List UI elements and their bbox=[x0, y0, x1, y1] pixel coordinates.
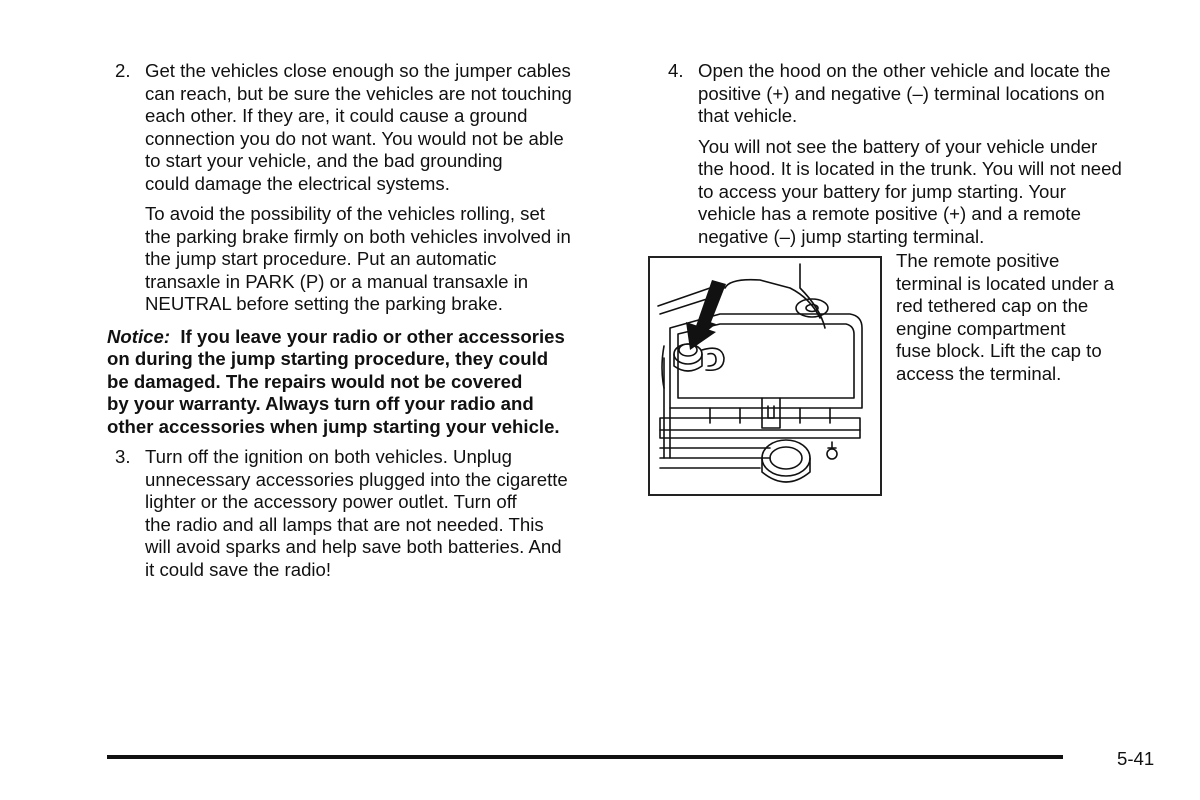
text-line: could damage the electrical systems. bbox=[145, 172, 450, 194]
text-line: other accessories when jump starting your vehicle. bbox=[107, 415, 560, 437]
step-number: 2. bbox=[115, 60, 131, 81]
text-line: red tethered cap on the bbox=[896, 295, 1089, 316]
text-line: the parking brake firmly on both vehicles involved in bbox=[145, 225, 571, 247]
step-text bbox=[698, 60, 1160, 128]
text-line: vehicle has a remote positive (+) and a remote bbox=[698, 203, 1081, 224]
notice-text: If you leave your radio or other accessories bbox=[180, 325, 565, 347]
text-line: lighter or the accessory power outlet. Turn off bbox=[145, 491, 517, 512]
text-line: the jump start procedure. Put an automatic bbox=[145, 248, 497, 269]
text-line: unnecessary accessories plugged into the cigarette bbox=[145, 468, 568, 490]
step-3 bbox=[107, 446, 617, 581]
footer-rule bbox=[107, 755, 1063, 759]
figure-caption bbox=[896, 250, 1146, 496]
text-line: it could save the radio! bbox=[145, 558, 332, 580]
text-line: The remote positive bbox=[896, 250, 1060, 271]
step-text bbox=[145, 60, 617, 195]
text-line: engine compartment bbox=[896, 317, 1066, 339]
text-line: each other. If they are, it could cause a ground bbox=[145, 105, 528, 126]
text-line: be damaged. The repairs would not be covered bbox=[107, 370, 523, 392]
right-column bbox=[660, 60, 1160, 496]
text-line: access the terminal. bbox=[896, 362, 1062, 384]
text-line: the radio and all lamps that are not needed. This bbox=[145, 513, 544, 535]
page-number: 5-41 bbox=[1117, 748, 1155, 769]
step-4 bbox=[660, 60, 1160, 128]
step-number: 3. bbox=[115, 446, 131, 467]
step-number: 4. bbox=[668, 60, 684, 81]
text-line: Turn off the ignition on both vehicles. Unplug bbox=[145, 446, 512, 467]
text-line: transaxle in PARK (P) or a manual transaxle in bbox=[145, 270, 529, 292]
notice-block bbox=[107, 326, 617, 439]
text-line: the hood. It is located in the trunk. You will not need bbox=[698, 158, 1122, 179]
text-line: will avoid sparks and help save both batteries. And bbox=[145, 536, 562, 557]
text-line bbox=[107, 326, 617, 349]
text-line: positive (+) and negative (–) terminal locations on bbox=[698, 82, 1105, 104]
text-line: fuse block. Lift the cap to bbox=[896, 340, 1102, 361]
fuse-block-drawing bbox=[650, 258, 880, 494]
step-4-paragraph bbox=[698, 136, 1160, 249]
text-line: can reach, but be sure the vehicles are not touching bbox=[145, 82, 572, 104]
text-line: on during the jump starting procedure, they could bbox=[107, 348, 549, 369]
remote-terminal-illustration bbox=[648, 256, 882, 496]
step-2 bbox=[107, 60, 617, 195]
text-line: by your warranty. Always turn off your radio and bbox=[107, 393, 534, 414]
text-line: to access your battery for jump starting. Your bbox=[698, 180, 1066, 202]
text-line: to start your vehicle, and the bad grounding bbox=[145, 150, 503, 171]
text-line: Get the vehicles close enough so the jumper cables bbox=[145, 60, 571, 81]
text-line: terminal is located under a bbox=[896, 272, 1115, 294]
text-line: Open the hood on the other vehicle and locate the bbox=[698, 60, 1111, 81]
text-line: To avoid the possibility of the vehicles rolling, set bbox=[145, 203, 545, 224]
notice-label: Notice: bbox=[107, 325, 171, 347]
text-line: that vehicle. bbox=[698, 105, 798, 126]
text-line: You will not see the battery of your vehicle under bbox=[698, 135, 1098, 157]
step-2-paragraph bbox=[145, 203, 617, 316]
step-text bbox=[145, 446, 617, 581]
text-line: connection you do not want. You would not be able bbox=[145, 127, 564, 149]
figure-row bbox=[648, 250, 1160, 496]
text-line: negative (–) jump starting terminal. bbox=[698, 225, 985, 247]
text-line: NEUTRAL before setting the parking brake. bbox=[145, 293, 503, 314]
left-column bbox=[107, 60, 617, 581]
